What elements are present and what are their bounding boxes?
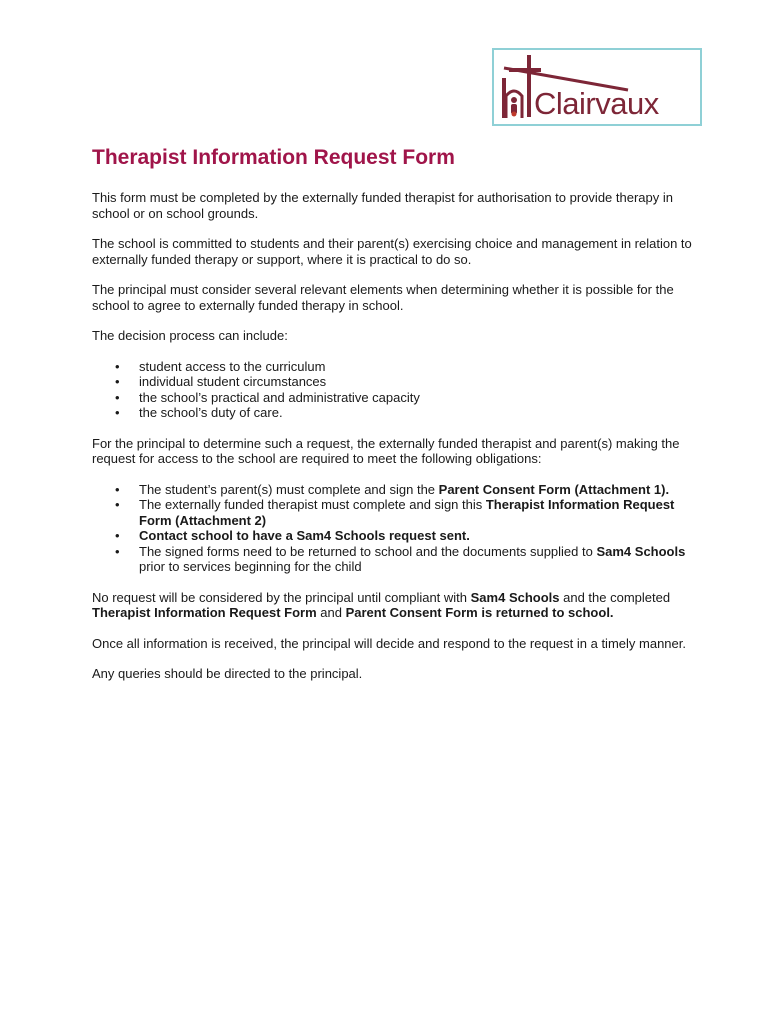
obligation-emphasis: Therapist Information Request Form (Attachment 2)	[139, 497, 675, 528]
obligations-list	[92, 482, 692, 575]
obligations-intro-paragraph: For the principal to determine such a request, the externally funded therapist and parent(s) making the request for access to the school are required to meet the following obligations:	[92, 435, 680, 466]
list-item: • student access to the curriculum	[92, 359, 692, 375]
list-item: • individual student circumstances	[92, 374, 692, 390]
obligation-emphasis: Parent Consent Form (Attachment 1).	[438, 481, 670, 497]
principal-paragraph: The principal must consider several relevant elements when determining whether it is possible for the school to agree to externally funded therapy in school.	[92, 282, 674, 313]
document-body	[92, 144, 692, 697]
list-item: • the school’s duty of care.	[92, 405, 692, 421]
obligation-text: The student’s parent(s) must complete and sign the	[139, 481, 439, 497]
obligation-text: prior to services beginning for the child	[139, 559, 362, 574]
compliance-emphasis: Parent Consent Form is returned to school.	[345, 605, 614, 620]
clairvaux-logo	[492, 48, 702, 126]
decision-process-heading: The decision process can include:	[92, 328, 288, 343]
queries-paragraph: Any queries should be directed to the principal.	[92, 666, 363, 681]
intro-paragraph: This form must be completed by the externally funded therapist for authorisation to provide therapy in school or on school grounds.	[92, 190, 673, 221]
logo-wordmark: Clairvaux	[534, 86, 659, 121]
compliance-emphasis: Sam4 Schools	[470, 589, 560, 605]
commitment-paragraph: The school is committed to students and their parent(s) exercising choice and management in relation to externally funded therapy or support, where it is practical to do so.	[92, 236, 692, 267]
compliance-text: No request will be considered by the principal until compliant with	[92, 589, 471, 605]
response-paragraph: Once all information is received, the principal will decide and respond to the request in a timely manner.	[92, 635, 686, 651]
obligation-emphasis: Contact school to have a Sam4 Schools request sent.	[139, 528, 470, 543]
compliance-emphasis: Therapist Information Request Form	[92, 605, 317, 620]
list-item: • the school’s practical and administrative capacity	[92, 390, 692, 406]
list-item	[92, 497, 692, 528]
obligation-text: The externally funded therapist must complete and sign this	[139, 497, 486, 512]
obligation-emphasis: Sam4 Schools	[596, 543, 686, 559]
obligation-text: The signed forms need to be returned to school and the documents supplied to	[139, 543, 597, 559]
list-item	[92, 544, 692, 575]
page-title: Therapist Information Request Form	[92, 146, 455, 169]
compliance-text: and the completed	[559, 589, 671, 605]
compliance-paragraph	[92, 590, 692, 621]
list-item	[92, 528, 692, 544]
decision-list	[92, 359, 692, 421]
compliance-text: and	[316, 605, 346, 620]
list-item	[92, 482, 692, 498]
